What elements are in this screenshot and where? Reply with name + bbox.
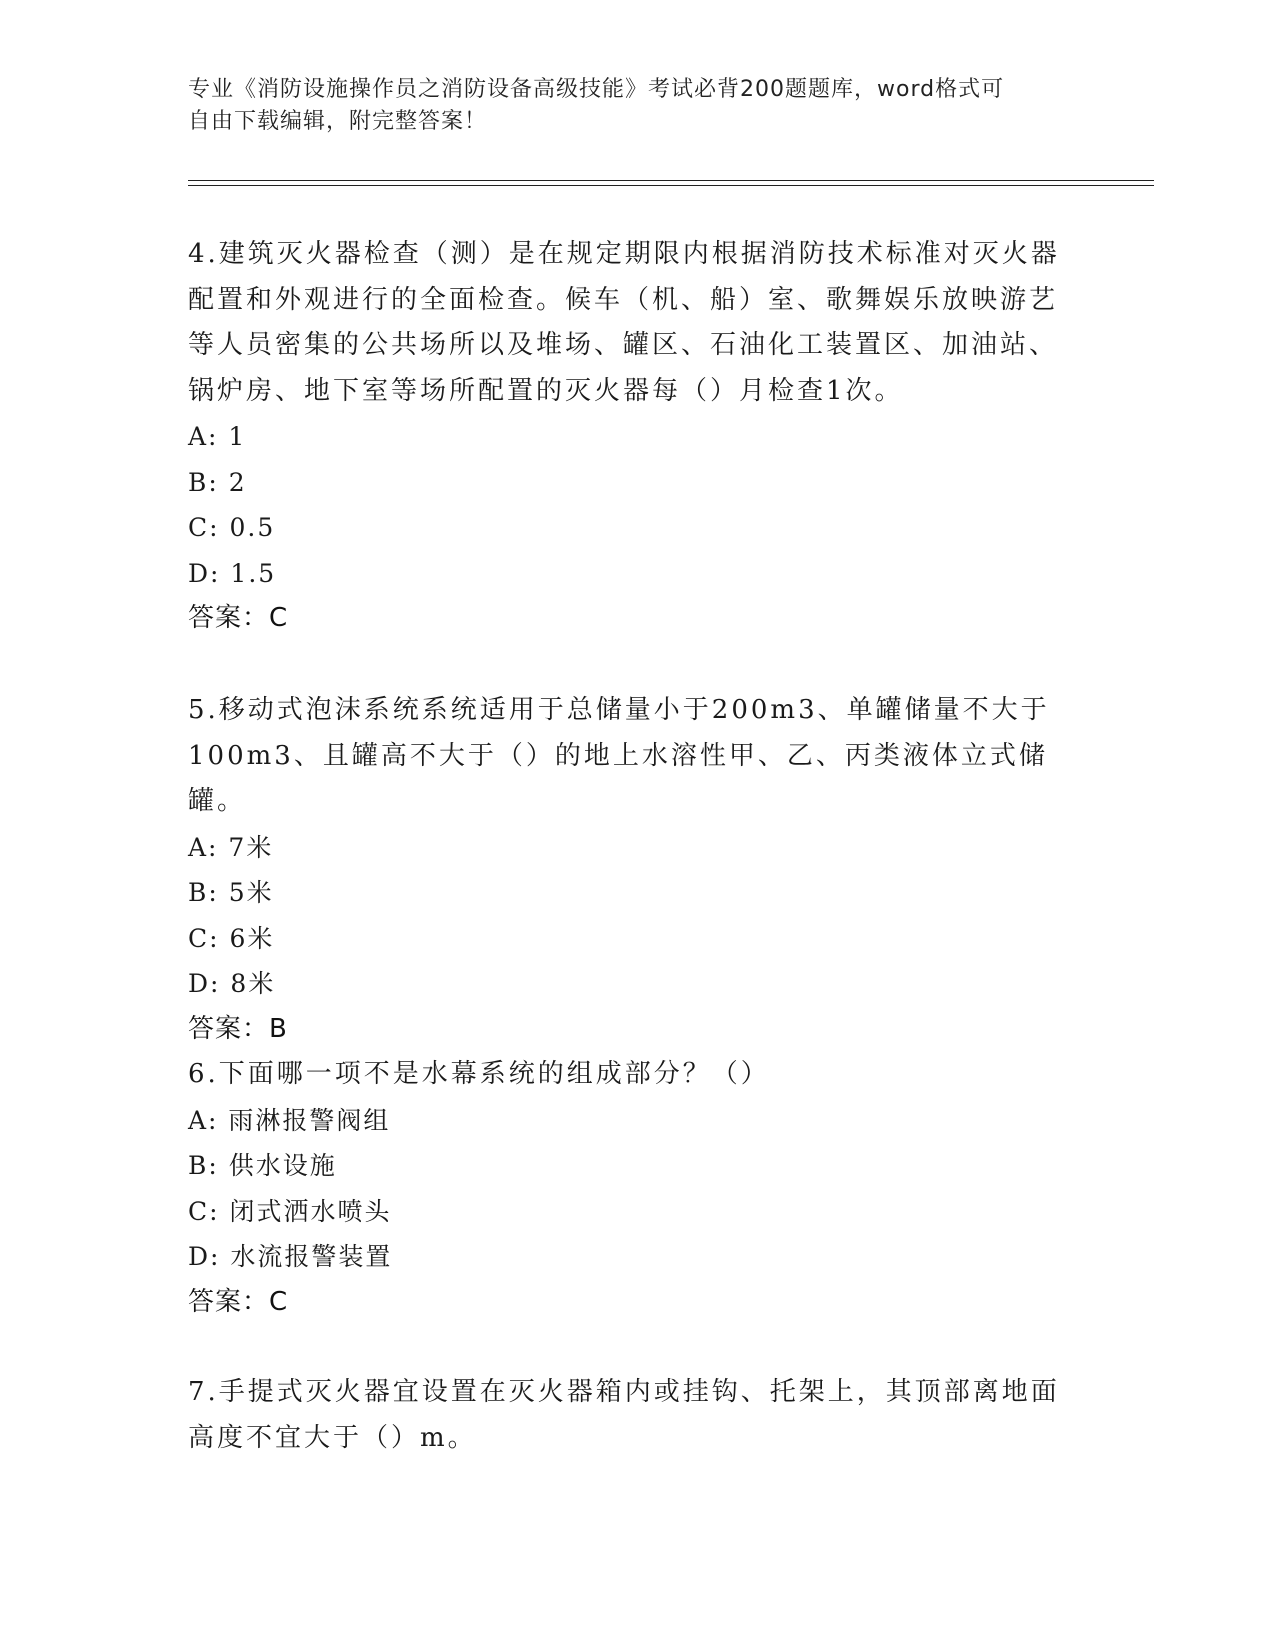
option-d: D: 8米 xyxy=(188,969,276,998)
option-b: B: 2 xyxy=(188,467,247,497)
question-text: 5.移动式泡沫系统系统适用于总储量小于200m3、单罐储量不大于100m3、且罐高不大于（）的地上水溶性甲、乙、丙类液体立式储罐。 xyxy=(188,695,1050,816)
option-a: A: 雨淋报警阀组 xyxy=(188,1105,391,1135)
question-5 xyxy=(188,688,1068,1052)
header-line-1: 专业《消防设施操作员之消防设备高级技能》考试必背200题题库，word格式可 xyxy=(188,77,1005,102)
answer: 答案：C xyxy=(188,603,289,633)
option-a: A: 1 xyxy=(188,422,247,451)
question-text: 7.手提式灭火器宜设置在灭火器箱内或挂钩、托架上，其顶部离地面高度不宜大于（）m。 xyxy=(188,1377,1060,1453)
option-c: C: 0.5 xyxy=(188,513,276,542)
document-header xyxy=(188,74,1088,138)
header-divider-top xyxy=(188,180,1154,181)
option-d: D: 水流报警装置 xyxy=(188,1242,393,1271)
option-d: D: 1.5 xyxy=(188,558,277,588)
question-text: 4.建筑灭火器检查（测）是在规定期限内根据消防技术标准对灭火器配置和外观进行的全面检查。候车（机、船）室、歌舞娱乐放映游艺等人员密集的公共场所以及堆场、罐区、石油化工装置区、加油站、锅炉房、地下室等场所配置的灭火器每（）月检查1次。 xyxy=(188,239,1060,406)
option-b: B: 5米 xyxy=(188,878,274,907)
header-divider-bottom xyxy=(188,185,1154,186)
answer: 答案：C xyxy=(188,1286,289,1317)
option-c: C: 闭式洒水喷头 xyxy=(188,1196,392,1226)
header-line-2: 自由下载编辑，附完整答案！ xyxy=(188,109,488,134)
option-b: B: 供水设施 xyxy=(188,1151,337,1180)
question-7 xyxy=(188,1370,1068,1461)
question-6 xyxy=(188,1052,1068,1325)
answer: 答案：B xyxy=(188,1013,288,1044)
question-4 xyxy=(188,232,1068,642)
option-c: C: 6米 xyxy=(188,923,275,953)
question-text: 6.下面哪一项不是水幕系统的组成部分？（） xyxy=(188,1059,770,1089)
option-a: A: 7米 xyxy=(188,832,274,862)
